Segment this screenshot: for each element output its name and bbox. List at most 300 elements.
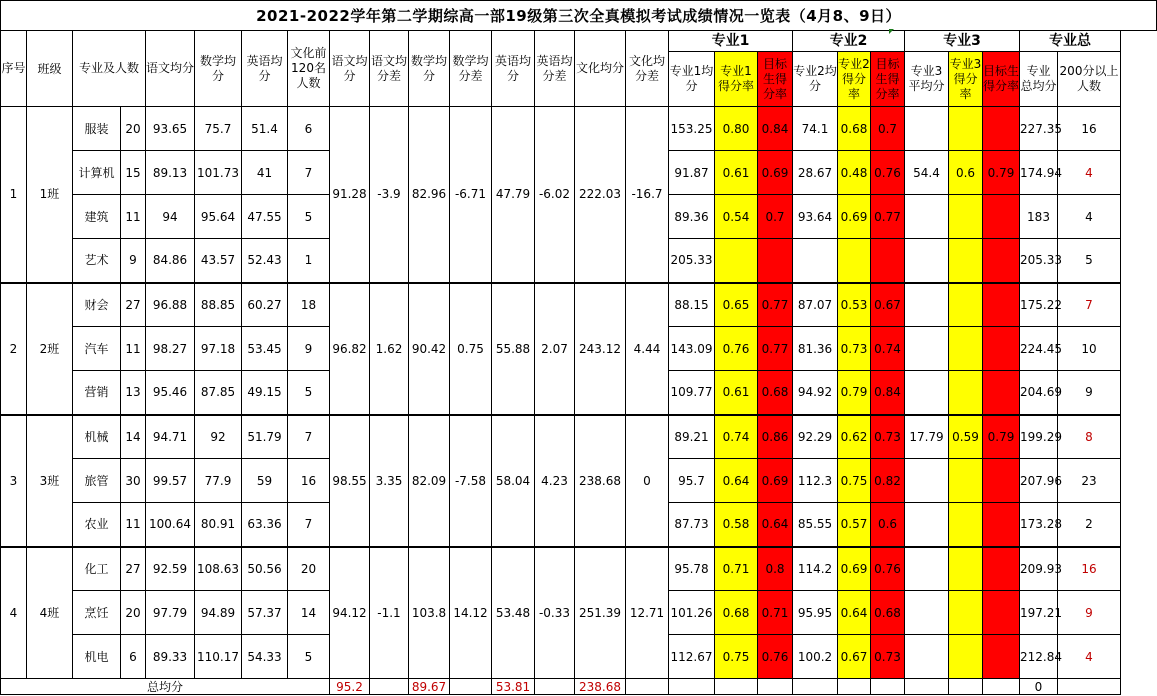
m3-avg (905, 283, 949, 327)
major-total-avg: 175.22 (1020, 283, 1058, 327)
major-total-avg: 197.21 (1020, 591, 1058, 635)
m2-target: 0.77 (871, 195, 905, 239)
footer-english-avg: 53.81 (492, 679, 535, 695)
m3-target (983, 371, 1020, 415)
class-math-diff: 14.12 (450, 547, 492, 679)
top120-count: 7 (288, 415, 330, 459)
major-total-avg: 204.69 (1020, 371, 1058, 415)
class-math-diff: -6.71 (450, 107, 492, 283)
m1-target: 0.84 (758, 107, 793, 151)
m2-rate: 0.69 (838, 195, 871, 239)
footer-empty (669, 679, 715, 695)
footer-label: 总均分 (1, 679, 330, 695)
m1-avg: 143.09 (669, 327, 715, 371)
class-culture-avg: 251.39 (575, 547, 626, 679)
m2-rate: 0.69 (838, 547, 871, 591)
footer-empty (793, 679, 838, 695)
m2-target: 0.6 (871, 503, 905, 547)
table-row (1, 107, 1157, 151)
m1-rate: 0.65 (715, 283, 758, 327)
m1-rate: 0.71 (715, 547, 758, 591)
chinese-score: 96.88 (146, 283, 195, 327)
m1-target: 0.68 (758, 371, 793, 415)
m1-rate: 0.54 (715, 195, 758, 239)
m3-rate (949, 107, 983, 151)
math-score: 92 (195, 415, 242, 459)
english-score: 57.37 (242, 591, 288, 635)
class-english-diff: 2.07 (535, 283, 575, 415)
header-m1-target: 目标生得分率 (758, 52, 793, 107)
class-math-avg: 90.42 (409, 283, 450, 415)
major-name: 化工 (73, 547, 121, 591)
m2-rate: 0.48 (838, 151, 871, 195)
header-m3-rate: 专业3得分率 (949, 52, 983, 107)
chinese-score: 94 (146, 195, 195, 239)
class-chinese-diff: 3.35 (370, 415, 409, 547)
class-english-avg: 47.79 (492, 107, 535, 283)
header-top120: 文化前120名人数 (288, 31, 330, 107)
header-total-avg: 专业 总均分 (1020, 52, 1058, 107)
class-chinese-avg: 94.12 (330, 547, 370, 679)
math-score: 77.9 (195, 459, 242, 503)
m1-target: 0.76 (758, 635, 793, 679)
m3-avg (905, 459, 949, 503)
m2-rate: 0.68 (838, 107, 871, 151)
chinese-score: 89.13 (146, 151, 195, 195)
over200-count: 9 (1058, 371, 1121, 415)
chinese-score: 84.86 (146, 239, 195, 283)
over200-count: 2 (1058, 503, 1121, 547)
math-score: 87.85 (195, 371, 242, 415)
class-chinese-diff: 1.62 (370, 283, 409, 415)
m2-target: 0.67 (871, 283, 905, 327)
over200-count: 7 (1058, 283, 1121, 327)
major-total-avg: 207.96 (1020, 459, 1058, 503)
header-class-chinese-avg: 语文均分 (330, 31, 370, 107)
over200-count: 16 (1058, 547, 1121, 591)
class-culture-avg: 238.68 (575, 415, 626, 547)
footer-chinese-avg: 95.2 (330, 679, 370, 695)
m1-avg: 205.33 (669, 239, 715, 283)
class-seq: 2 (1, 283, 27, 415)
top120-count: 18 (288, 283, 330, 327)
m3-rate (949, 239, 983, 283)
header-chinese-diff: 语文均分差 (370, 31, 409, 107)
major-count: 14 (121, 415, 146, 459)
english-score: 51.4 (242, 107, 288, 151)
class-math-avg: 82.09 (409, 415, 450, 547)
m3-target (983, 459, 1020, 503)
top120-count: 20 (288, 547, 330, 591)
m1-rate: 0.61 (715, 371, 758, 415)
header-math-avg: 数学均分 (195, 31, 242, 107)
m2-avg: 74.1 (793, 107, 838, 151)
chinese-score: 89.33 (146, 635, 195, 679)
top120-count: 14 (288, 591, 330, 635)
m2-avg: 28.67 (793, 151, 838, 195)
header-m3-avg: 专业3平均分 (905, 52, 949, 107)
header-class: 班级 (27, 31, 73, 107)
chinese-score: 98.27 (146, 327, 195, 371)
header-class-math-avg: 数学均分 (409, 31, 450, 107)
chinese-score: 94.71 (146, 415, 195, 459)
over200-count: 23 (1058, 459, 1121, 503)
m3-target (983, 239, 1020, 283)
header-major2-group: 专业2 (793, 31, 905, 52)
m1-rate: 0.68 (715, 591, 758, 635)
top120-count: 6 (288, 107, 330, 151)
class-culture-diff: 12.71 (626, 547, 669, 679)
major-count: 6 (121, 635, 146, 679)
major-total-avg: 199.29 (1020, 415, 1058, 459)
m1-rate: 0.61 (715, 151, 758, 195)
chinese-score: 100.64 (146, 503, 195, 547)
header-m2-rate: 专业2得分率 (838, 52, 871, 107)
major-count: 11 (121, 327, 146, 371)
m1-rate: 0.76 (715, 327, 758, 371)
over200-count: 9 (1058, 591, 1121, 635)
m2-target (871, 239, 905, 283)
class-seq: 3 (1, 415, 27, 547)
m3-avg (905, 195, 949, 239)
over200-count: 4 (1058, 151, 1121, 195)
major-total-avg: 173.28 (1020, 503, 1058, 547)
m3-rate (949, 371, 983, 415)
m2-avg: 92.29 (793, 415, 838, 459)
footer-empty (983, 679, 1020, 695)
class-name: 3班 (27, 415, 73, 547)
major-name: 计算机 (73, 151, 121, 195)
m1-avg: 95.78 (669, 547, 715, 591)
math-score: 95.64 (195, 195, 242, 239)
header-english-diff: 英语均分差 (535, 31, 575, 107)
major-name: 机械 (73, 415, 121, 459)
table-row (1, 283, 1157, 327)
m2-rate: 0.64 (838, 591, 871, 635)
m3-target (983, 635, 1020, 679)
m2-rate: 0.67 (838, 635, 871, 679)
class-english-diff: -6.02 (535, 107, 575, 283)
top120-count: 5 (288, 195, 330, 239)
major-count: 30 (121, 459, 146, 503)
class-culture-diff: -16.7 (626, 107, 669, 283)
math-score: 94.89 (195, 591, 242, 635)
top120-count: 9 (288, 327, 330, 371)
class-chinese-diff: -1.1 (370, 547, 409, 679)
chinese-score: 97.79 (146, 591, 195, 635)
class-math-diff: -7.58 (450, 415, 492, 547)
m1-avg: 89.36 (669, 195, 715, 239)
m3-avg: 17.79 (905, 415, 949, 459)
major-count: 20 (121, 591, 146, 635)
m1-rate (715, 239, 758, 283)
class-culture-avg: 243.12 (575, 283, 626, 415)
english-score: 52.43 (242, 239, 288, 283)
footer-empty (838, 679, 871, 695)
m3-rate (949, 503, 983, 547)
header-seq: 序号 (1, 31, 27, 107)
m3-avg (905, 327, 949, 371)
table-row (1, 415, 1157, 459)
major-total-avg: 227.35 (1020, 107, 1058, 151)
header-culture-avg: 文化均分 (575, 31, 626, 107)
table-title: 2021-2022学年第二学期综高一部19级第三次全真模拟考试成绩情况一览表（4月8、9日） (1, 1, 1157, 31)
m2-target: 0.73 (871, 415, 905, 459)
over200-count: 4 (1058, 635, 1121, 679)
footer-empty (450, 679, 492, 695)
m2-target: 0.68 (871, 591, 905, 635)
m1-avg: 109.77 (669, 371, 715, 415)
major-total-avg: 183 (1020, 195, 1058, 239)
top120-count: 7 (288, 503, 330, 547)
class-english-diff: -0.33 (535, 547, 575, 679)
class-seq: 4 (1, 547, 27, 679)
m1-avg: 88.15 (669, 283, 715, 327)
major-name: 财会 (73, 283, 121, 327)
english-score: 63.36 (242, 503, 288, 547)
m2-avg: 100.2 (793, 635, 838, 679)
footer-empty (626, 679, 669, 695)
header-culture-diff: 文化均分差 (626, 31, 669, 107)
major-count: 15 (121, 151, 146, 195)
m2-target: 0.76 (871, 151, 905, 195)
class-chinese-avg: 96.82 (330, 283, 370, 415)
m3-target: 0.79 (983, 415, 1020, 459)
english-score: 54.33 (242, 635, 288, 679)
top120-count: 7 (288, 151, 330, 195)
m3-avg (905, 239, 949, 283)
m3-target (983, 283, 1020, 327)
english-score: 50.56 (242, 547, 288, 591)
class-name: 2班 (27, 283, 73, 415)
m3-target: 0.79 (983, 151, 1020, 195)
m3-avg (905, 107, 949, 151)
footer-math-avg: 89.67 (409, 679, 450, 695)
m2-rate: 0.79 (838, 371, 871, 415)
m1-target: 0.69 (758, 459, 793, 503)
m3-rate: 0.59 (949, 415, 983, 459)
m1-avg: 101.26 (669, 591, 715, 635)
math-score: 108.63 (195, 547, 242, 591)
m1-target: 0.64 (758, 503, 793, 547)
major-count: 11 (121, 503, 146, 547)
m1-avg: 112.67 (669, 635, 715, 679)
english-score: 49.15 (242, 371, 288, 415)
m2-avg: 87.07 (793, 283, 838, 327)
major-count: 27 (121, 283, 146, 327)
top120-count: 5 (288, 371, 330, 415)
over200-count: 4 (1058, 195, 1121, 239)
m2-rate: 0.57 (838, 503, 871, 547)
table-row (1, 547, 1157, 591)
header-m1-avg: 专业1均分 (669, 52, 715, 107)
major-count: 27 (121, 547, 146, 591)
m2-rate: 0.53 (838, 283, 871, 327)
m1-avg: 91.87 (669, 151, 715, 195)
header-english-avg: 英语均分 (242, 31, 288, 107)
m2-avg: 81.36 (793, 327, 838, 371)
chinese-score: 93.65 (146, 107, 195, 151)
m2-target: 0.74 (871, 327, 905, 371)
chinese-score: 92.59 (146, 547, 195, 591)
major-name: 农业 (73, 503, 121, 547)
class-name: 1班 (27, 107, 73, 283)
header-chinese-avg: 语文均分 (146, 31, 195, 107)
top120-count: 1 (288, 239, 330, 283)
major-name: 旅管 (73, 459, 121, 503)
english-score: 41 (242, 151, 288, 195)
over200-count: 10 (1058, 327, 1121, 371)
class-chinese-avg: 98.55 (330, 415, 370, 547)
major-total-avg: 174.94 (1020, 151, 1058, 195)
major-total-avg: 212.84 (1020, 635, 1058, 679)
class-math-avg: 82.96 (409, 107, 450, 283)
m2-avg: 112.3 (793, 459, 838, 503)
major-name: 服装 (73, 107, 121, 151)
m2-rate: 0.75 (838, 459, 871, 503)
class-culture-diff: 0 (626, 415, 669, 547)
class-math-avg: 103.8 (409, 547, 450, 679)
m2-rate: 0.73 (838, 327, 871, 371)
m2-target: 0.84 (871, 371, 905, 415)
english-score: 60.27 (242, 283, 288, 327)
class-seq: 1 (1, 107, 27, 283)
m3-target (983, 107, 1020, 151)
major-total-avg: 209.93 (1020, 547, 1058, 591)
m1-avg: 153.25 (669, 107, 715, 151)
header-m3-target: 目标生得分率 (983, 52, 1020, 107)
chinese-score: 99.57 (146, 459, 195, 503)
over200-count: 16 (1058, 107, 1121, 151)
math-score: 43.57 (195, 239, 242, 283)
major-count: 13 (121, 371, 146, 415)
english-score: 53.45 (242, 327, 288, 371)
m2-target: 0.82 (871, 459, 905, 503)
header-major-total-group: 专业总 (1020, 31, 1121, 52)
major-count: 9 (121, 239, 146, 283)
m1-rate: 0.58 (715, 503, 758, 547)
cell-comment-marker (889, 29, 894, 34)
major-total-avg: 205.33 (1020, 239, 1058, 283)
m3-avg (905, 371, 949, 415)
class-english-diff: 4.23 (535, 415, 575, 547)
math-score: 80.91 (195, 503, 242, 547)
footer-empty (949, 679, 983, 695)
m3-rate (949, 283, 983, 327)
chinese-score: 95.46 (146, 371, 195, 415)
math-score: 97.18 (195, 327, 242, 371)
m2-target: 0.73 (871, 635, 905, 679)
major-count: 20 (121, 107, 146, 151)
m3-avg (905, 547, 949, 591)
m3-avg (905, 591, 949, 635)
header-m1-rate: 专业1得分率 (715, 52, 758, 107)
m2-target: 0.7 (871, 107, 905, 151)
math-score: 88.85 (195, 283, 242, 327)
class-english-avg: 53.48 (492, 547, 535, 679)
header-m2-avg: 专业2均分 (793, 52, 838, 107)
m1-rate: 0.64 (715, 459, 758, 503)
class-culture-diff: 4.44 (626, 283, 669, 415)
class-culture-avg: 222.03 (575, 107, 626, 283)
m2-avg: 85.55 (793, 503, 838, 547)
m3-target (983, 195, 1020, 239)
top120-count: 5 (288, 635, 330, 679)
english-score: 47.55 (242, 195, 288, 239)
m3-avg (905, 503, 949, 547)
m2-avg: 114.2 (793, 547, 838, 591)
class-name: 4班 (27, 547, 73, 679)
m1-target: 0.86 (758, 415, 793, 459)
m1-rate: 0.74 (715, 415, 758, 459)
m1-avg: 95.7 (669, 459, 715, 503)
class-chinese-diff: -3.9 (370, 107, 409, 283)
m1-target: 0.69 (758, 151, 793, 195)
m1-avg: 87.73 (669, 503, 715, 547)
english-score: 59 (242, 459, 288, 503)
m2-rate (838, 239, 871, 283)
header-major1-group: 专业1 (669, 31, 793, 52)
class-english-avg: 58.04 (492, 415, 535, 547)
major-name: 烹饪 (73, 591, 121, 635)
m3-target (983, 503, 1020, 547)
major-count: 11 (121, 195, 146, 239)
m1-target (758, 239, 793, 283)
m3-target (983, 327, 1020, 371)
m3-rate (949, 459, 983, 503)
footer-empty (758, 679, 793, 695)
m3-target (983, 591, 1020, 635)
m3-rate (949, 195, 983, 239)
m2-target: 0.76 (871, 547, 905, 591)
major-name: 机电 (73, 635, 121, 679)
m1-target: 0.8 (758, 547, 793, 591)
footer-empty (871, 679, 905, 695)
m1-target: 0.7 (758, 195, 793, 239)
math-score: 101.73 (195, 151, 242, 195)
m3-avg (905, 635, 949, 679)
header-major-count: 专业及人数 (73, 31, 146, 107)
m3-rate: 0.6 (949, 151, 983, 195)
m1-rate: 0.80 (715, 107, 758, 151)
top120-count: 16 (288, 459, 330, 503)
m1-rate: 0.75 (715, 635, 758, 679)
m3-avg: 54.4 (905, 151, 949, 195)
math-score: 75.7 (195, 107, 242, 151)
footer-empty (715, 679, 758, 695)
header-over200: 200分以上人数 (1058, 52, 1121, 107)
over200-count: 5 (1058, 239, 1121, 283)
major-name: 建筑 (73, 195, 121, 239)
m3-rate (949, 591, 983, 635)
header-major3-group: 专业3 (905, 31, 1020, 52)
m3-rate (949, 635, 983, 679)
major-total-avg: 224.45 (1020, 327, 1058, 371)
footer-major-total: 0 (1020, 679, 1058, 695)
over200-count: 8 (1058, 415, 1121, 459)
major-name: 艺术 (73, 239, 121, 283)
major-name: 营销 (73, 371, 121, 415)
m1-target: 0.77 (758, 327, 793, 371)
m2-avg: 93.64 (793, 195, 838, 239)
footer-empty (535, 679, 575, 695)
m3-rate (949, 547, 983, 591)
m1-target: 0.71 (758, 591, 793, 635)
class-english-avg: 55.88 (492, 283, 535, 415)
m2-rate: 0.62 (838, 415, 871, 459)
header-math-diff: 数学均分差 (450, 31, 492, 107)
footer-empty (905, 679, 949, 695)
